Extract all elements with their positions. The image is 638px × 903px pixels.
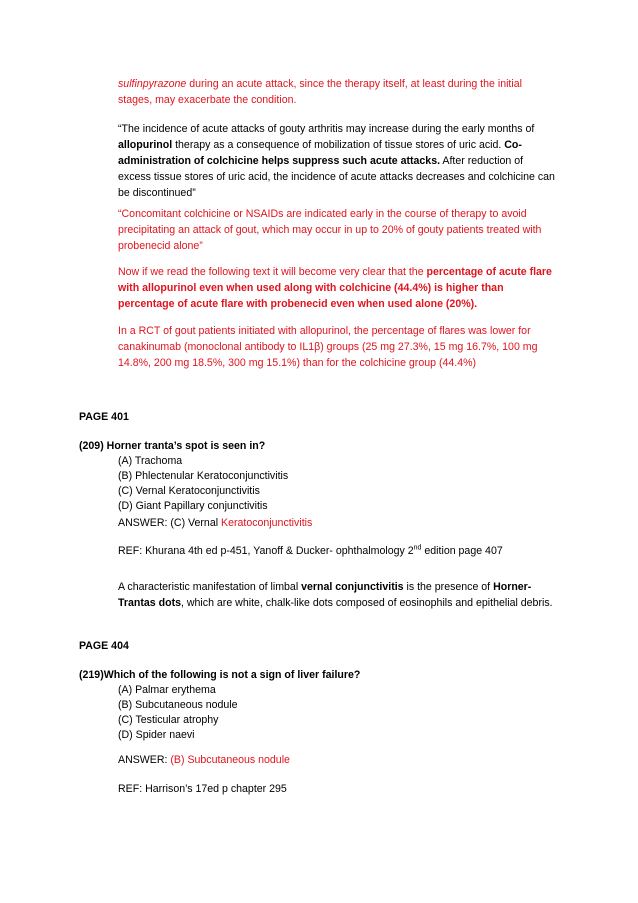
text: A characteristic manifestation of limbal — [118, 581, 302, 593]
option-a: (A) Trachoma — [118, 455, 183, 467]
option-b: (B) Phlectenular Keratoconjunctivitis — [118, 470, 289, 482]
paragraph-rct: In a RCT of gout patients initiated with allopurinol, the percentage of flares was lower for canakinumab (monoclonal antibody to IL1β) groups (25 mg 27.3%, 15 mg 16.7%, 100 mg 14.8%, 200 mg 18.5%, 300 mg 15.1%) than for the colchicine group (44.4%) — [118, 325, 538, 369]
bold-text: percentage of acute flare with allopurinol even when used along with colchicine (44.4%) is higher than percentage of acute flare with probenecid even when used alone (20%). — [118, 266, 552, 310]
answer-value: Keratoconjunctivitis — [221, 517, 313, 529]
bold-text: vernal conjunctivitis — [301, 581, 404, 593]
bold-text: Co-administration of colchicine helps suppress such acute attacks. — [118, 139, 522, 167]
superscript: nd — [413, 544, 422, 552]
option-b: (B) Subcutaneous nodule — [118, 699, 238, 711]
text: “The incidence of acute attacks of gouty arthritis may increase during the early months of — [118, 123, 535, 135]
answer-label: ANSWER: (C) Vernal — [118, 517, 222, 529]
option-c: (C) Vernal Keratoconjunctivitis — [118, 485, 260, 497]
paragraph-sulfinpyrazone — [118, 76, 558, 108]
paragraph-concomitant-quote: “Concomitant colchicine or NSAIDs are indicated early in the course of therapy to avoid precipitating an attack of gout, which may occur in up to 20% of gouty patients treated with probenecid alone” — [118, 208, 542, 252]
answer-value: (B) Subcutaneous nodule — [170, 754, 290, 766]
text: After reduction of excess tissue stores of uric acid, the incidence of acute attacks decreases and colchicine can be discontinued” — [118, 155, 555, 199]
explanation-209 — [118, 579, 558, 611]
option-a: (A) Palmar erythema — [118, 684, 216, 696]
reference-209 — [118, 543, 503, 559]
text: therapy as a consequence of mobilization of tissue stores of uric acid. — [172, 139, 505, 151]
reference-text: edition page 407 — [421, 545, 503, 557]
drug-name: sulfinpyrazone — [118, 78, 187, 90]
text: , which are white, chalk-like dots composed of eosinophils and epithelial debris. — [181, 597, 553, 609]
paragraph-text: during an acute attack, since the therapy itself, at least during the initial stages, may exacerbate the condition. — [118, 78, 522, 106]
option-d: (D) Spider naevi — [118, 729, 195, 741]
text: Now if we read the following text it will become very clear that the — [118, 266, 427, 278]
paragraph-conclusion — [118, 264, 558, 312]
page-number-404: PAGE 404 — [79, 640, 129, 652]
bold-text: allopurinol — [118, 139, 173, 151]
question-219: (219)Which of the following is not a sign of liver failure? — [79, 669, 361, 681]
answer-label: ANSWER: — [118, 754, 171, 766]
bold-text: Horner-Trantas dots — [118, 581, 532, 609]
option-d: (D) Giant Papillary conjunctivitis — [118, 500, 268, 512]
option-c: (C) Testicular atrophy — [118, 714, 219, 726]
reference-219: REF: Harrison’s 17ed p chapter 295 — [118, 783, 287, 795]
text: is the presence of — [403, 581, 494, 593]
paragraph-allopurinol-quote — [118, 121, 558, 201]
question-209: (209) Horner tranta’s spot is seen in? — [79, 440, 266, 452]
page-number-401: PAGE 401 — [79, 411, 129, 423]
answer-209 — [118, 515, 312, 531]
answer-219 — [118, 752, 290, 768]
reference-text: REF: Khurana 4th ed p-451, Yanoff & Ducker- ophthalmology 2 — [118, 545, 414, 557]
